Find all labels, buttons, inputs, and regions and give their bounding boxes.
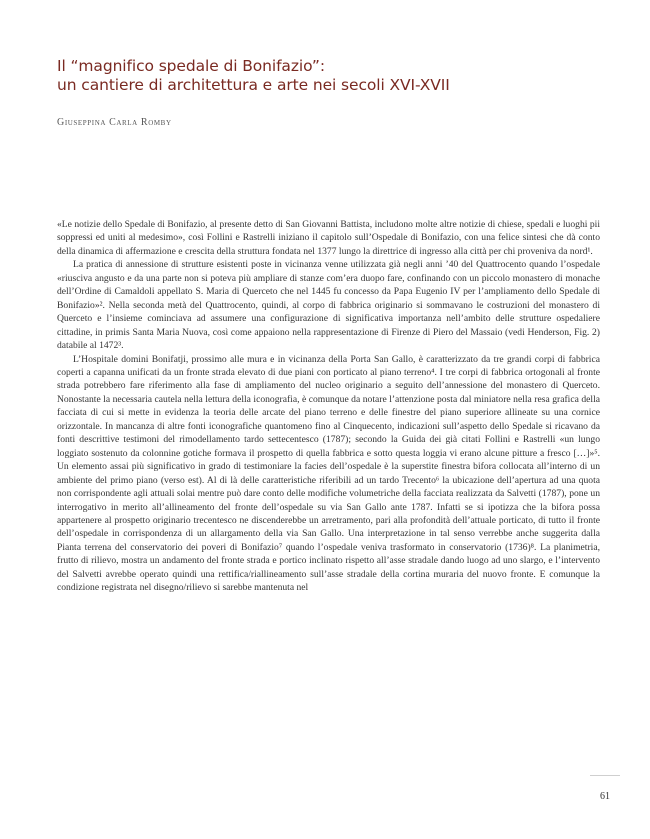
paragraph-3: L’Hospitale domini Bonifatji, prossimo alle mura e in vicinanza della Porta San Gallo, è caratterizzato da tre grandi corpi di fabbrica coperti a capanna unificati da un fronte strada elevato di due piani con porticato al piano terreno⁴. I tre corpi di fabbrica ortogonali al fronte strada potrebbero fare riferimento alla fase di ampliamento del nucleo originario a seguito dell’annessione del monastero di Querceto. Nonostante la necessaria cautela nella lettura della iconografia, è comunque da notare l’attenzione posta dal miniatore nella resa grafica della facciata di cui si mette in evidenza la teoria delle arcate del piano terreno e delle finestre del piano superiore allineate su una cornice orizzontale. In mancanza di altre fonti iconografiche quantomeno fino al Cinquecento, indicazioni sull’aspetto dello Spedale si ricavano da fonti descrittive testimoni del rimodellamento tardo settecentesco (1787); secondo la Guida dei già citati Follini e Rastrelli «un lungo loggiato sostenuto da colonnine gotiche formava il prospetto di quella fabbrica e sotto questa loggia vi erano alcune pitture a fresco […]»⁵. Un elemento assai più significativo in grado di testimoniare la facies dell’ospedale è la superstite finestra bifora collocata all’interno di un ambiente del primo piano (verso est). Al di là delle caratteristiche riferibili ad un tardo Trecento⁶ la ubicazione dell’apertura ad una quota non corrispondente agli attuali solai mentre può dare conto delle modifiche volumetriche della facciata realizzata da Salvetti (1787), pone un interrogativo in merito all’allineamento del fronte dell’ospedale su via San Gallo ante 1787. Infatti se si ipotizza che la bifora possa appartenere al prospetto originario trecentesco ne discenderebbe un arretramento, pari alla profondità dell’attuale porticato, di tutto il fronte dell’ospedale in corrispondenza di un allargamento della via San Gallo. Una interpretazione in tal senso verrebbe anche suggerita dalla Pianta terrena del conservatorio dei poveri di Bonifazio⁷ quando l’ospedale veniva trasformato in conservatorio (1736)⁸. La planimetria, frutto di rilievo, mostra un andamento del fronte strada e portico inclinato rispetto all’asse stradale dando luogo ad uno slargo, e l’intervento del Salvetti avrebbe operato quindi una rettifica/riallineamento sull’asse stradale della cortina muraria del nuovo fronte. E comunque la condizione registrata nel disegno/rilievo si sarebbe mantenuta nel: [57, 353, 600, 594]
footer-rule: [590, 775, 620, 776]
article-title-line-1: Il “magnifico spedale di Bonifazio”:: [57, 57, 325, 75]
article-title-line-2: un cantiere di architettura e arte nei secoli XVI-XVII: [57, 76, 450, 94]
page-number: 61: [600, 791, 610, 802]
article-author: Giuseppina Carla Romby: [57, 117, 172, 128]
article-title: [57, 57, 577, 95]
article-body: [57, 218, 600, 595]
paragraph-1: «Le notizie dello Spedale di Bonifazio, al presente detto di San Giovanni Battista, includono molte altre notizie di chiese, spedali e luoghi pii soppressi ed uniti al medesimo», così Follini e Rastrelli iniziano il capitolo sull’Ospedale di Bonifazio, con una felice sintesi che dà conto della dinamica di affermazione e crescita della struttura fondata nel 1377 lungo la direttrice di ingresso alla città per chi proveniva da nord¹.: [57, 219, 600, 257]
paragraph-2: La pratica di annessione di strutture esistenti poste in vicinanza venne utilizzata già negli anni ’40 del Quattrocento quando l’ospedale «riusciva angusto e da una parte non si poteva più ampliare di stanze com’era duopo fare, confinando con un piccolo monastero di monache dell’Ordine di Camaldoli appellato S. Maria di Querceto che nel 1445 fu concesso da Papa Eugenio IV per l’ampliamento dello Spedale di Bonifazio»². Nella seconda metà del Quattrocento, quindi, al corpo di fabbrica originario si sommavano le costruzioni del monastero di Querceto e l’insieme cominciava ad assumere una configurazione di significativa importanza nell’ambito delle strutture ospedaliere cittadine, in primis Santa Maria Nuova, così come appaiono nella rappresentazione di Firenze di Piero del Massaio (vedi Henderson, Fig. 2) databile al 1472³.: [57, 259, 600, 352]
